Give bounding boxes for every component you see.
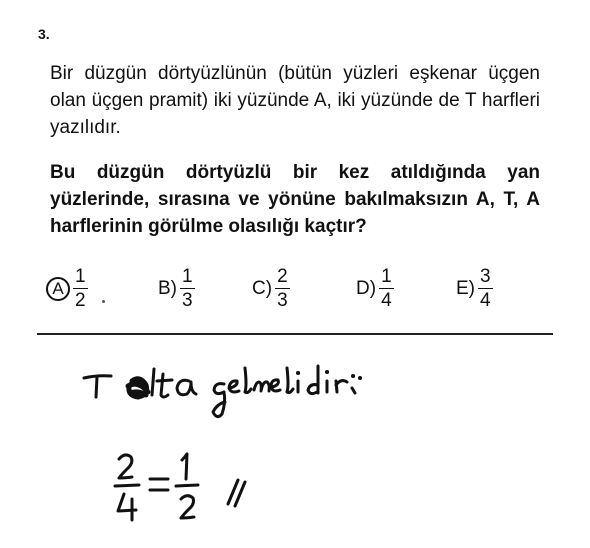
denominator: 3 [277,290,288,311]
denominator: 2 [75,290,86,311]
numerator: 3 [480,266,491,287]
question-prompt: Bu düzgün dörtyüzlü bir kez atıldığında yan yüzlerinde, sırasına ve yönüne bakılmaksızın A, T, A harflerinin görülme olasılığı kaçtır? [50,162,540,237]
option-label-e: E) [456,277,475,299]
numerator: 1 [75,266,86,287]
numerator: 1 [182,266,193,287]
handwritten-line-1 [84,366,360,417]
option-label-a: A [46,277,70,301]
denominator: 3 [182,290,193,311]
denominator: 4 [381,290,392,311]
numerator: 1 [381,266,392,287]
numerator: 2 [277,266,288,287]
denominator: 4 [480,290,491,311]
question-stem: Bir düzgün dörtyüzlünün (bütün yüzleri eşkenar üçgen olan üçgen pramit) iki yüzünde A, iki yüzünde de T harfleri yazılıdır. [50,63,540,138]
option-label-d: D) [356,277,377,299]
option-label-b: B) [158,277,177,299]
question-number: 3. [38,26,50,42]
handwritten-equation [115,454,245,520]
option-label-c: C) [252,277,273,299]
